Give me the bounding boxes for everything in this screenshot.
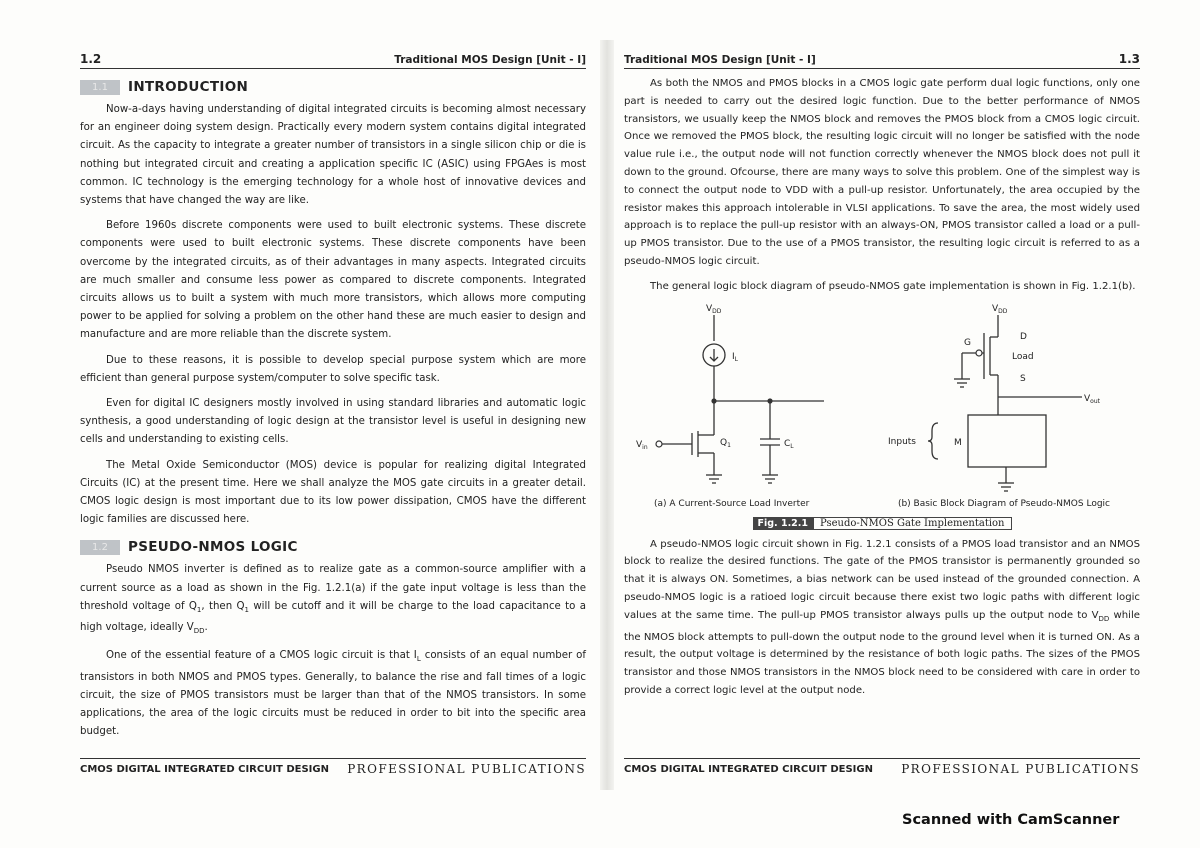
- paragraph: The general logic block diagram of pseudo-NMOS gate implementation is shown in Fig. 1.2.1(b).: [650, 280, 1136, 292]
- figure-number: Fig. 1.2.1: [753, 517, 814, 530]
- figure-1-2-1: [624, 303, 1140, 499]
- load-current-label: $I_L$: [732, 351, 738, 363]
- input-voltage-label: $V_{in}$: [636, 439, 648, 451]
- figure-title: Pseudo-NMOS Gate Implementation: [813, 517, 1011, 530]
- section-heading-introduction: [80, 79, 586, 95]
- figure-subcaptions: [624, 499, 1140, 509]
- drain-label: D: [1020, 331, 1027, 342]
- paragraph: Now-a-days having understanding of digital integrated circuits is becoming almost necessary for an engineer doing system design. Practically every modern system contains digital integrated circuit. As the capacity to integrate a greater number of transistors in a single silicon chip or die is nothing but integrated circuit and creating a application specific IC (ASIC) using FPGAes is most common. IC technology is the emerging technology for a whole host of innovative devices and systems that have changed the way are like.: [80, 104, 586, 207]
- section-heading-pseudo-nmos: [80, 539, 586, 555]
- paragraph: The Metal Oxide Semiconductor (MOS) device is popular for realizing digital Integrated Circuits (IC) at the present time. Here we shall analyze the MOS gate circuits in a greater detail. CMOS logic design is most important due to its low power dissipation, CMOS have the different logic families are discussed here.: [80, 459, 586, 526]
- scanner-watermark: Scanned with CamScanner: [902, 812, 1120, 828]
- section-title: PSEUDO-NMOS LOGIC: [128, 539, 298, 556]
- paragraph: Before 1960s discrete components were used to built electronic systems. These discrete components were used to built electronic systems. These discrete components have been overcome by the integrated circuits, as of their advantages in many aspects. Integrated circuits are much smaller and consume less power as compared to discrete components. Integrated circuits allows us to built a system with much more transistors, which allows more computing power to be applied for solving a problem on the other hand these are much easier to design and manufacture and are more reliable than the discrete system.: [80, 220, 586, 341]
- load-label: Load: [1012, 351, 1034, 362]
- publisher: PROFESSIONAL PUBLICATIONS: [901, 762, 1140, 776]
- section-number-badge: 1.2: [80, 540, 120, 555]
- paragraph: Pseudo NMOS inverter is defined as to realize gate as a common-source amplifier with a current source as a load as shown in the Fig. 1.2.1(a) if the gate input voltage is less than the threshold voltage of $Q_1$, then $Q_1$ will be cutoff and it will be charge to the load capacitance to a high voltage, ideally $V_{DD}$.: [80, 564, 586, 636]
- left-page: [80, 44, 586, 784]
- vdd-label: $V_{DD}$: [992, 303, 1008, 315]
- book-title: CMOS DIGITAL INTEGRATED CIRCUIT DESIGN: [80, 763, 329, 775]
- inputs-label: Inputs: [888, 436, 916, 447]
- paragraph: A pseudo-NMOS logic circuit shown in Fig. 1.2.1 consists of a PMOS load transistor and an NMOS block to realize the desired functions. The gate of the PMOS transistor is permanently grounded so that it is always ON. Sometimes, a bias network can be used instead of the grounded connection. A pseudo-NMOS logic is a ratioed logic circuit because there exist two logic paths with different logic values at the same time. The pull-up PMOS transistor always pulls up the output node to $V_{DD}$ while the NMOS block attempts to pull-down the output node to the ground level when it is turned ON. As a result, the output voltage is determined by the resistance of both logic paths. The sizes of the PMOS transistor and those NMOS transistors in the NMOS block need to be considered with care in order to provide a correct logic level at the output node.: [624, 538, 1140, 696]
- gate-label: G: [964, 337, 971, 348]
- source-label: S: [1020, 373, 1026, 384]
- left-running-title: Traditional MOS Design [Unit - I]: [394, 54, 586, 66]
- pseudo-nmos-block-diagram: [878, 303, 1140, 499]
- section-number-badge: 1.1: [80, 80, 120, 95]
- vdd-label: $V_{DD}$: [706, 303, 722, 315]
- book-title: CMOS DIGITAL INTEGRATED CIRCUIT DESIGN: [624, 763, 873, 775]
- output-voltage-label: $V_{out}$: [1084, 393, 1100, 405]
- current-source-inverter-diagram: [624, 303, 854, 499]
- figure-b-caption: (b) Basic Block Diagram of Pseudo-NMOS Logic: [897, 498, 1110, 509]
- figure-caption: [624, 517, 1140, 530]
- nmos-block-label: M: [954, 437, 962, 448]
- left-running-footer: [80, 758, 586, 776]
- paragraph: As both the NMOS and PMOS blocks in a CMOS logic gate perform dual logic functions, only one part is needed to carry out the desired logic function. Due to the better performance of NMOS transistors, we usually keep the NMOS block and removes the PMOS block from a CMOS logic circuit. Once we removed the PMOS block, the resulting logic circuit will no longer be satisfied with the node value rule i.e., the output node will not function correctly whenever the NMOS block does not pull it down to the ground. Ofcourse, there are many ways to solve this problem. One of the simplest way is to connect the output node to VDD with a pull-up resistor. Unfortunately, the area occupied by the resistor makes this approach intolerable in VLSI applications. To save the area, the most widely used approach is to replace the pull-up resistor with an always-ON, PMOS transistor called a load or a pull-up PMOS transistor. Due to the use of a PMOS transistor, the resulting logic circuit is referred to as a pseudo-NMOS logic circuit.: [624, 78, 1140, 267]
- figure-a-caption: (a) A Current-Source Load Inverter: [654, 498, 810, 509]
- left-page-number: 1.2: [80, 52, 102, 66]
- paragraph: Due to these reasons, it is possible to develop special purpose system which are more efficient than general purpose system/computer to solve specific task.: [80, 354, 586, 384]
- paragraph: One of the essential feature of a CMOS logic circuit is that $I_L$ consists of an equal number of transistors in both NMOS and PMOS types. Generally, to balance the rise and fall times of a logic circuit, the size of PMOS transistors must be larger than that of the NMOS transistors. In some applications, the area of the logic circuits must be reduced in order to bit into the specific area budget.: [80, 650, 586, 738]
- right-running-title: Traditional MOS Design [Unit - I]: [624, 54, 816, 66]
- paragraph: Even for digital IC designers mostly involved in using standard libraries and automatic logic synthesis, a good understanding of logic design at the transistor level is useful in designing new cells and understanding to existing cells.: [80, 398, 586, 446]
- left-running-header: [80, 44, 586, 69]
- right-page-number: 1.3: [1118, 52, 1140, 66]
- right-running-header: [624, 44, 1140, 69]
- right-running-footer: [624, 758, 1140, 776]
- right-page: [624, 44, 1140, 784]
- section-title: INTRODUCTION: [128, 79, 249, 95]
- capacitor-label: $C_L$: [784, 438, 794, 450]
- publisher: PROFESSIONAL PUBLICATIONS: [347, 762, 586, 776]
- book-gutter: [600, 40, 614, 790]
- transistor-q1-label: $Q_1$: [720, 437, 731, 449]
